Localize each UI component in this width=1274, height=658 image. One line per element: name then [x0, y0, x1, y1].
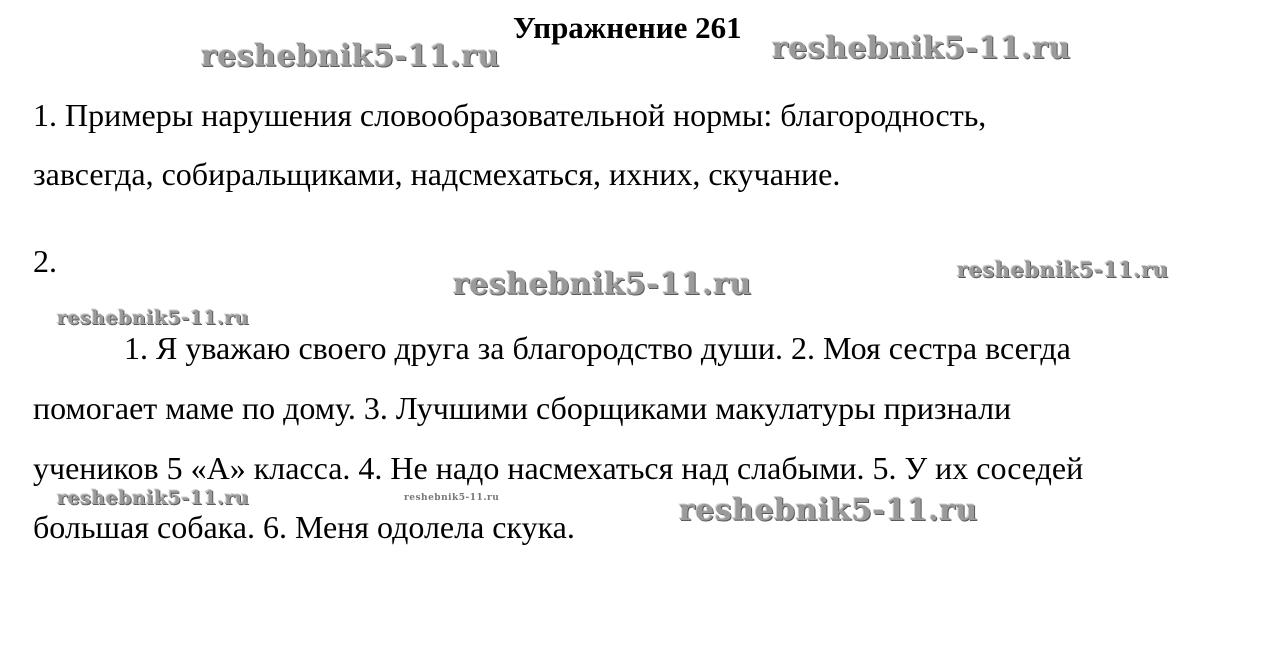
watermark: reshebnik5-11.ru — [453, 267, 752, 302]
watermark: reshebnik5-11.ru — [404, 493, 500, 503]
section2-line-3: учеников 5 «А» класса. 4. Не надо насмехаться над слабыми. 5. У их соседей — [33, 450, 1084, 486]
watermark: reshebnik5-11.ru — [679, 493, 978, 528]
watermark: reshebnik5-11.ru — [201, 39, 500, 74]
section1-line-1: 1. Примеры нарушения словообразовательной нормы: благородность, — [33, 97, 987, 133]
watermark: reshebnik5-11.ru — [772, 31, 1071, 66]
exercise-title: Упражнение 261 — [513, 10, 742, 45]
section1-line-2: завсегда, собиральщиками, надсмехаться, ихних, скучание. — [33, 156, 841, 192]
section2-number: 2. — [33, 243, 57, 279]
watermark: reshebnik5-11.ru — [957, 257, 1169, 282]
watermark: reshebnik5-11.ru — [57, 307, 250, 329]
watermark: reshebnik5-11.ru — [57, 487, 250, 509]
section2-line-4: большая собака. 6. Меня одолела скука. — [33, 509, 575, 545]
section2-line-1: 1. Я уважаю своего друга за благородство души. 2. Моя сестра всегда — [124, 330, 1071, 366]
section2-line-2: помогает маме по дому. 3. Лучшими сборщиками макулатуры признали — [33, 390, 1012, 426]
